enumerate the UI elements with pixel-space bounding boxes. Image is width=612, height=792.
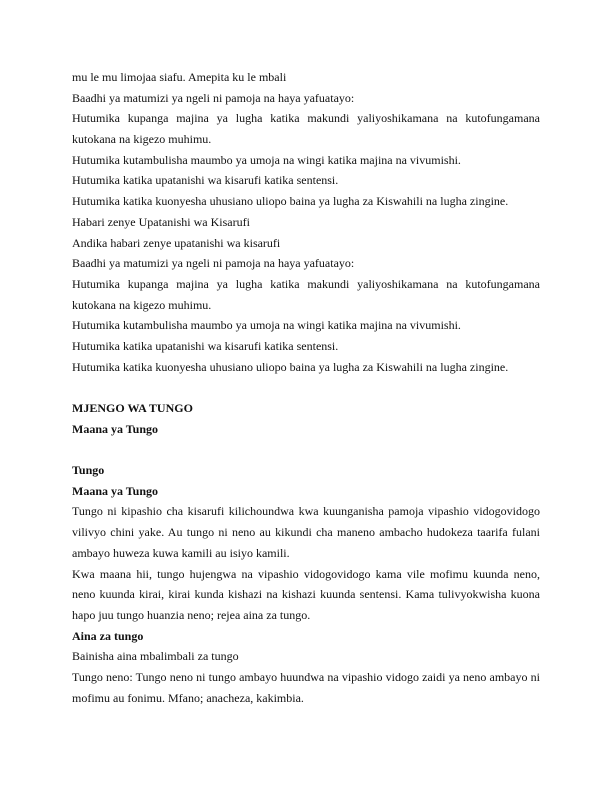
text-line: Hutumika kupanga majina ya lugha katika makundi yaliyoshikamana na kutofungamana	[72, 111, 540, 126]
text-line: Hutumika kutambulisha maumbo ya umoja na wingi katika majina na vivumishi.	[72, 318, 461, 333]
text-line: kutokana na kigezo muhimu.	[72, 132, 212, 147]
section-heading: MJENGO WA TUNGO	[72, 401, 193, 415]
section-subheading: Maana ya Tungo	[72, 421, 159, 436]
blank-line	[72, 377, 540, 398]
text-line: Hutumika katika upatanishi wa kisarufi katika sentensi.	[72, 173, 339, 188]
text-block-tungo	[72, 460, 540, 708]
heading-line: Maana ya Tungo	[72, 483, 159, 498]
text-line: Baadhi ya matumizi ya ngeli ni pamoja na haya yafuatayo:	[72, 256, 355, 271]
text-line: Hutumika katika upatanishi wa kisarufi katika sentensi.	[72, 338, 339, 353]
text-line: neno kuunda kirai, kirai kunda kishazi na kishazi kuunda sentensi. Kama tulivyokwisha kuona	[72, 587, 540, 602]
heading-line: Tungo	[72, 463, 105, 478]
text-line: Hutumika katika kuonyesha uhusiano uliopo baina ya lugha za Kiswahili na lugha zingine.	[72, 359, 509, 374]
text-line: Tungo ni kipashio cha kisarufi kilichoundwa kwa kuunganisha pamoja vipashio vidogovidogo	[72, 504, 540, 519]
text-line: mu le mu limojaa siafu. Amepita ku le mbali	[72, 70, 287, 84]
text-line: Hutumika katika kuonyesha uhusiano uliopo baina ya lugha za Kiswahili na lugha zingine.	[72, 194, 509, 209]
heading-line: Aina za tungo	[72, 628, 144, 643]
text-line: ambayo huweza kuwa kamili au isiyo kamili.	[72, 545, 290, 560]
text-line: Baadhi ya matumizi ya ngeli ni pamoja na haya yafuatayo:	[72, 90, 355, 105]
text-line: Hutumika kupanga majina ya lugha katika makundi yaliyoshikamana na kutofungamana	[72, 276, 540, 291]
text-line: Bainisha aina mbalimbali za tungo	[72, 649, 239, 664]
text-line: Andika habari zenye upatanishi wa kisarufi	[72, 235, 281, 250]
text-line: vilivyo chini yake. Au tungo ni neno au kikundi cha maneno ambacho hudokeza taarifa fulani	[72, 525, 540, 540]
document-page	[72, 67, 540, 708]
text-line: Hutumika kutambulisha maumbo ya umoja na wingi katika majina na vivumishi.	[72, 152, 461, 167]
text-line: Kwa maana hii, tungo hujengwa na vipashio vidogovidogo kama vile mofimu kuunda neno,	[72, 566, 540, 581]
text-line: hapo juu tungo huanzia neno; rejea aina za tungo.	[72, 607, 311, 622]
text-line: Habari zenye Upatanishi wa Kisarufi	[72, 214, 250, 229]
text-line: mofimu au fonimu. Mfano; anacheza, kakimbia.	[72, 690, 304, 705]
blank-line	[72, 439, 540, 460]
text-line: Tungo neno: Tungo neno ni tungo ambayo huundwa na vipashio vidogo zaidi ya neno ambayo ni	[72, 669, 540, 684]
text-block-ngeli	[72, 67, 540, 377]
text-line: kutokana na kigezo muhimu.	[72, 297, 212, 312]
